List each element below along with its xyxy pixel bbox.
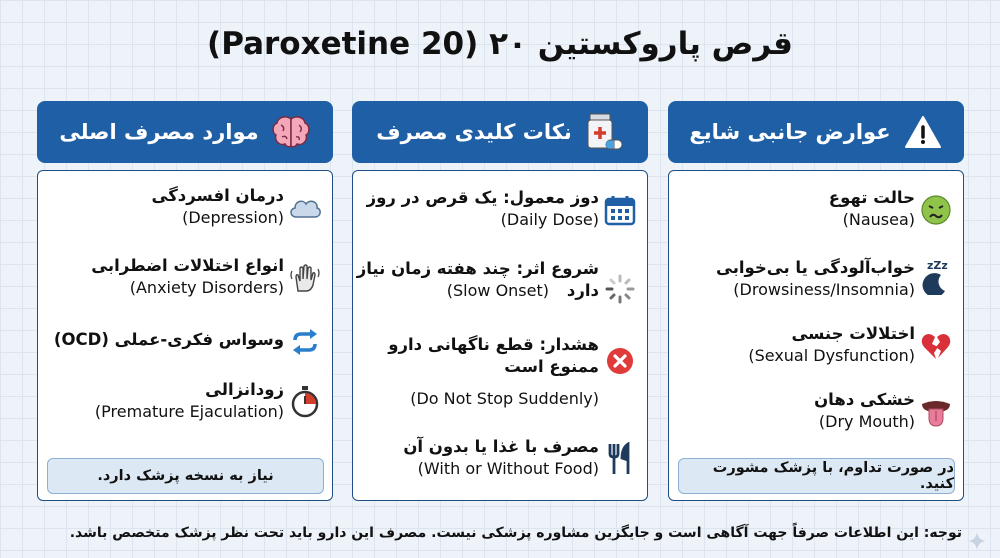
disclaimer-footer: توجه: این اطلاعات صرفاً جهت آگاهی است و جایگزین مشاوره پزشکی نیست. مصرف این دارو باید تحت نظر پزشک متخصص باشد. [69,525,962,541]
side-effects-header [668,101,964,163]
fork-knife-icon [603,442,637,476]
warning-icon [903,112,943,152]
consult-doctor-note: در صورت تداوم، با پزشک مشورت کنید. [678,458,955,494]
brain-icon [271,112,311,152]
sparkle-icon [968,532,986,550]
nauseated-face-icon [919,193,953,227]
shaking-hand-icon [288,261,322,295]
usage-tips-heading: نکات کلیدی مصرف [376,120,572,144]
medicine-bottle-icon [584,112,624,152]
side-effects-column [668,101,964,492]
loading-spinner-icon [603,272,637,306]
svg-text:zZz: zZz [927,259,948,272]
sleep-moon-icon [919,259,953,293]
tongue-out-icon [919,395,953,429]
stopwatch-icon [288,385,322,419]
main-uses-panel: درمان افسردگی (Depression) انواع اختلالات اضطرابی (Anxiety Disorders) وسواس فکری-عملی (OCD) زودانزالی (Premature Ejaculation) نیاز به نسخه پزشک دارد. [37,170,333,501]
calendar-icon [603,193,637,227]
stop-x-icon [603,344,637,378]
usage-tips-column [352,101,648,478]
main-uses-column [37,101,333,484]
main-uses-heading: موارد مصرف اصلی [59,120,259,144]
broken-heart-icon [919,329,953,363]
page-title: قرص پاروکستین ۲۰ (Paroxetine 20) [207,26,793,62]
side-effects-panel: حالت تهوع (Nausea) خواب‌آلودگی یا بی‌خوابی (Drowsiness/Insomnia) zZz اختلالات جنسی (Sexual Dysfunction) خشکی دهان (Dry Mouth) در صورت تداوم، با پزشک مشورت کنید. [668,170,964,501]
prescription-note: نیاز به نسخه پزشک دارد. [47,458,324,494]
usage-tips-panel: دوز معمول: یک قرص در روز (Daily Dose) شروع اثر: چند هفته زمان نیاز دارد (Slow Onset) هشدار: قطع ناگهانی دارو ممنوع است (Do Not Stop Suddenly) مصرف با غذا یا بدون آن (With or Without Food) [352,170,648,501]
repeat-arrows-icon [288,325,322,359]
cloud-icon [288,191,322,225]
usage-tips-header [352,101,648,163]
side-effects-heading: عوارض جانبی شایع [689,120,891,144]
main-uses-header [37,101,333,163]
